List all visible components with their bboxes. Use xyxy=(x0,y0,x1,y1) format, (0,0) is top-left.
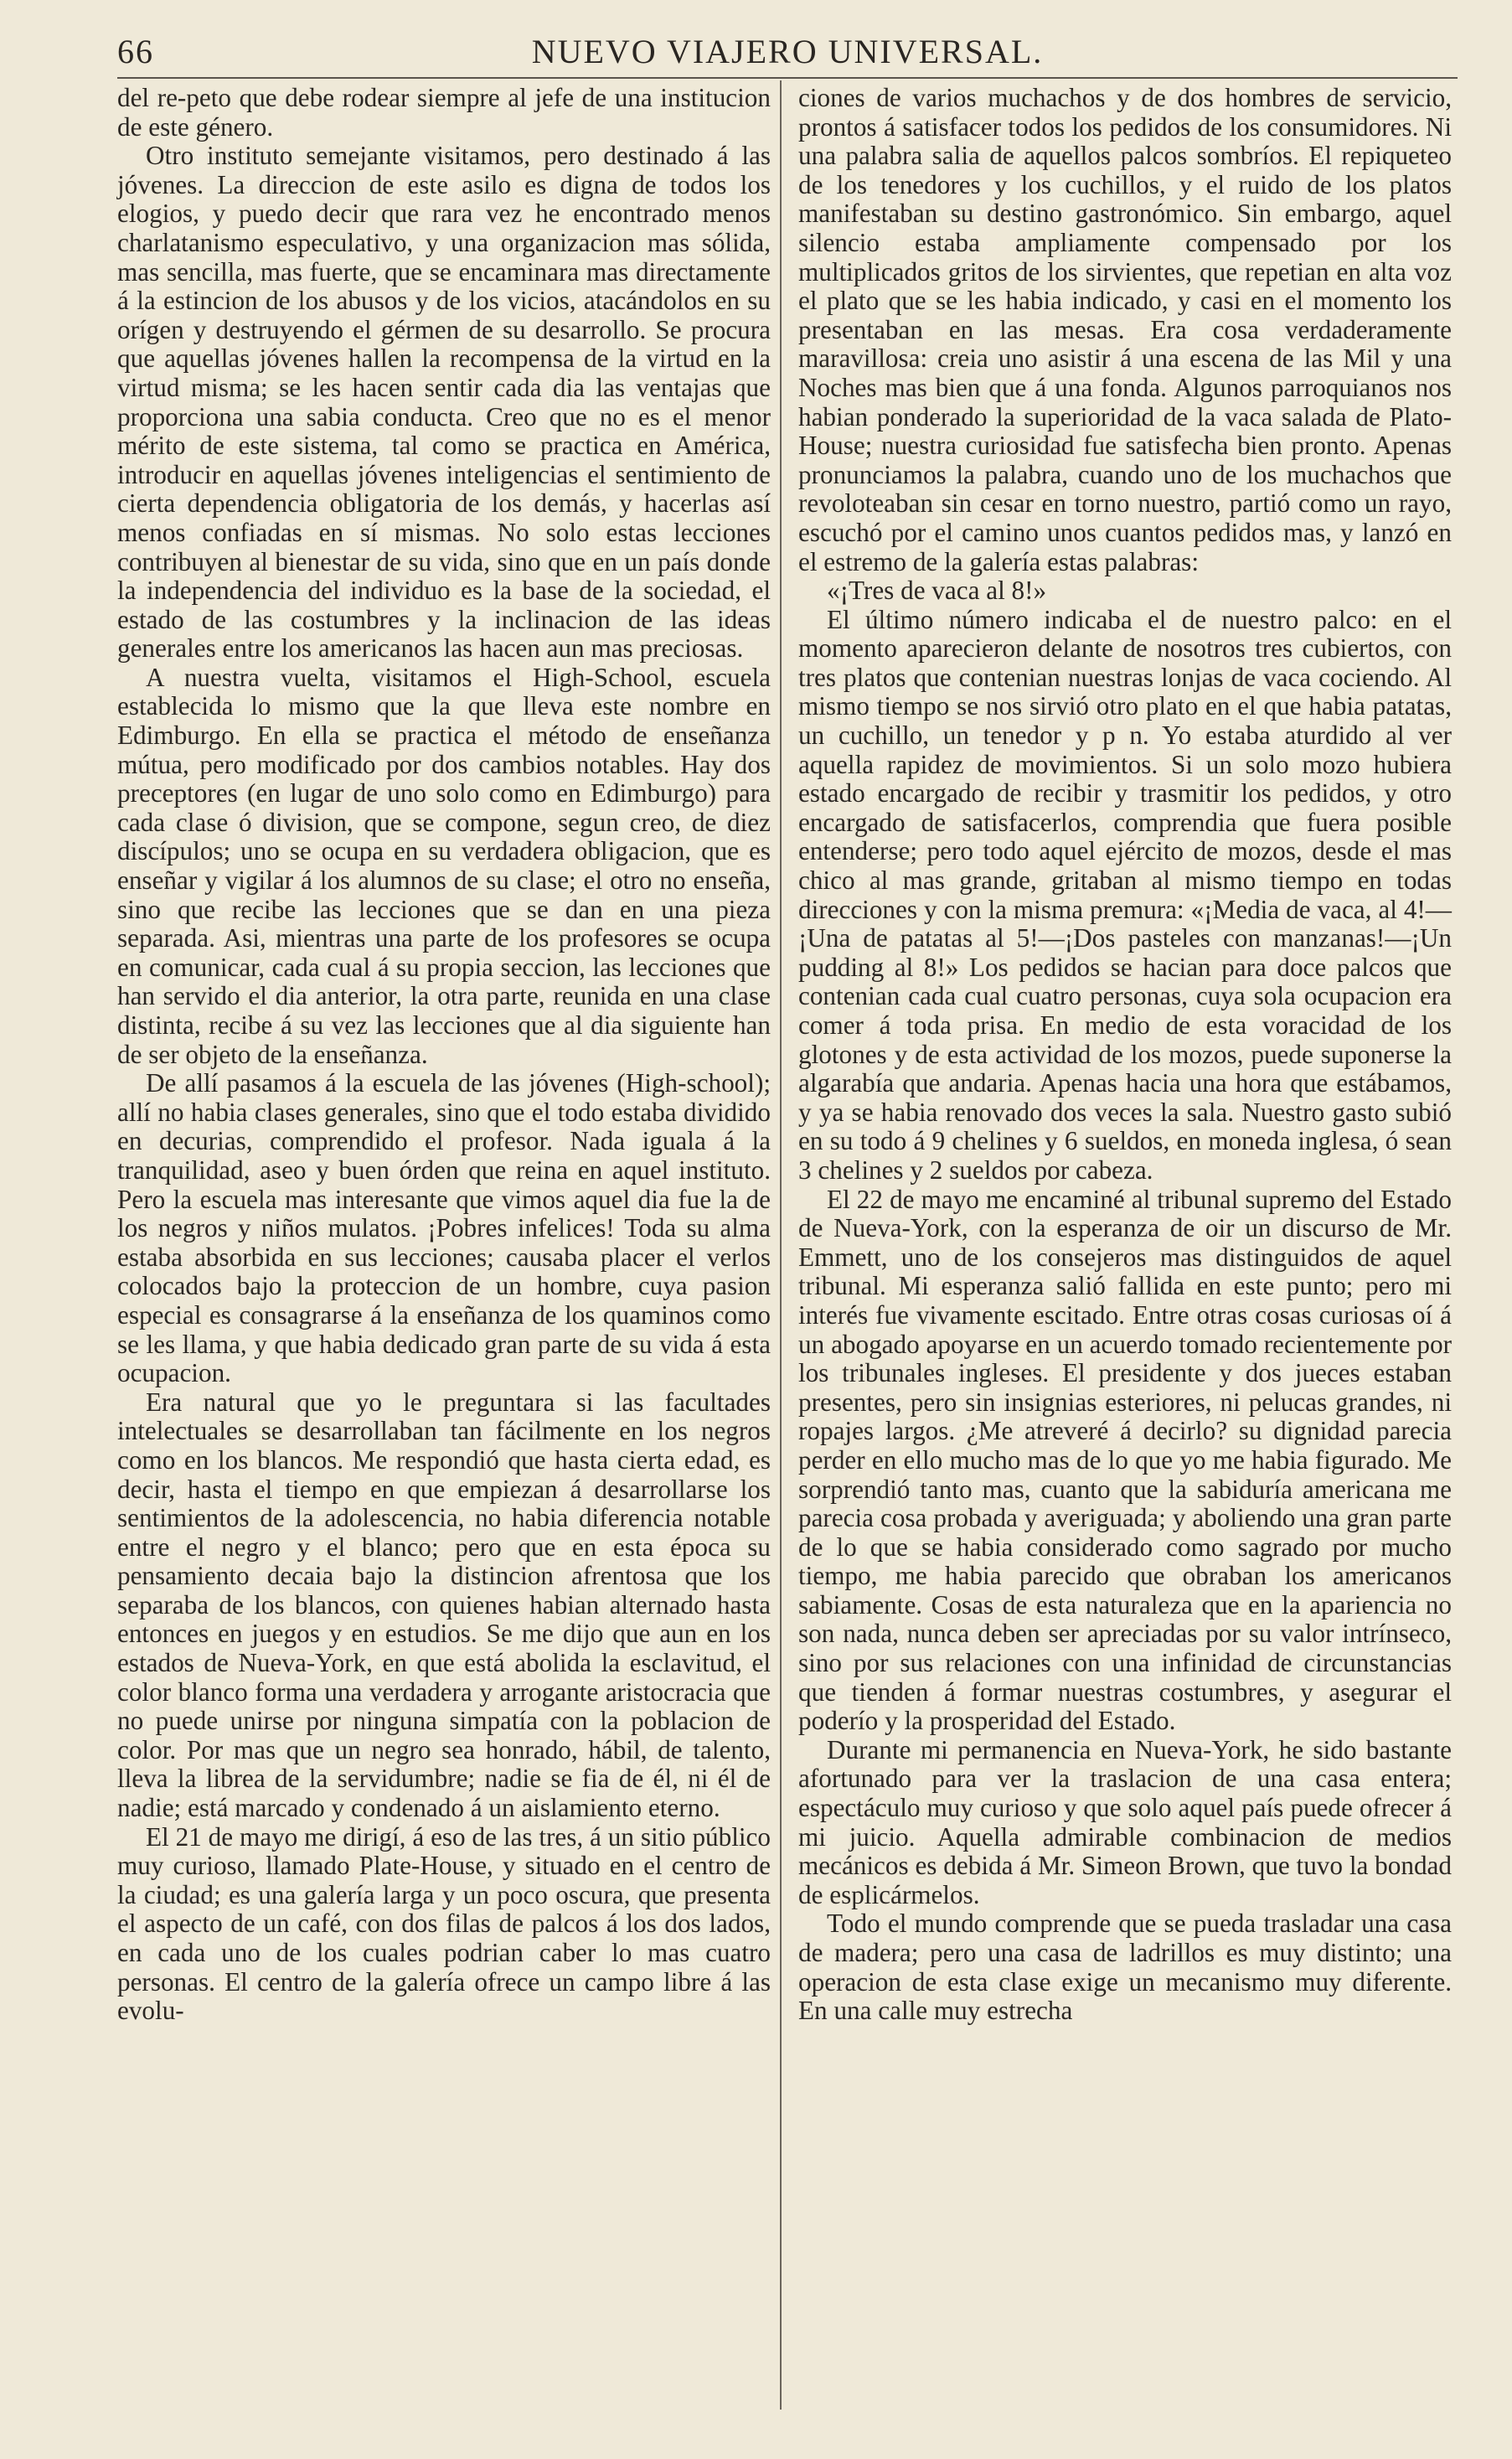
paragraph: ciones de varios muchachos y de dos hombres de servicio, prontos á satisfacer todos los pedidos de los consumidores. Ni una palabra salia de aquellos palcos sombríos. El repiqueteo de los tenedores y los cuchillos, y el ruido de los platos manifestaban su destino gastronómico. Sin embargo, aquel silencio estaba ampliamente compensado por los multiplicados gritos de los sirvientes, que repetian en alta voz el plato que se les habia indicado, y casi en el momento los presentaban en las mesas. Era cosa verdaderamente maravillosa: creia uno asistir á una escena de las Mil y una Noches mas bien que á una fonda. Algunos parroquianos nos habian ponderado la superioridad de la vaca salada de Plato-House; nuestra curiosidad fue satisfecha bien pronto. Apenas pronunciamos la palabra, cuando uno de los muchachos que revoloteaban sin cesar en torno nuestro, partió como un rayo, escuchó por el camino unos cuantos pedidos mas, y lanzó en el estremo de la galería estas palabras: xyxy=(798,83,1452,576)
paragraph: De allí pasamos á la escuela de las jóvenes (High-school); allí no habia clases generales, sino que el todo estaba dividido en decurias, comprendido el profesor. Nada iguala á la tranquilidad, aseo y buen órden que reina en aquel instituto. Pero la escuela mas interesante que vimos aquel dia fue la de los negros y niños mulatos. ¡Pobres infelices! Toda su alma estaba absorbida en sus lecciones; causaba placer el verlos colocados bajo la proteccion de un hombre, cuya pasion especial es consagrarse á la enseñanza de los quaminos como se les llama, y que habia dedicado gran parte de su vida á esta ocupacion. xyxy=(117,1068,771,1388)
paragraph: «¡Tres de vaca al 8!» xyxy=(827,576,1047,606)
paragraph: Durante mi permanencia en Nueva-York, he sido bastante afortunado para ver la traslacion de una casa entera; espectáculo muy curioso y que solo aquel país puede ofrecer á mi juicio. Aquella admirable combinacion de medios mecánicos es debida á Mr. Simeon Brown, que tuvo la bondad de esplicármelos. xyxy=(798,1734,1452,1909)
paragraph: Todo el mundo comprende que se pueda trasladar una casa de madera; pero una casa de ladrillos es muy distinto; una operacion de esta clase exige un mecanismo muy diferente. En una calle muy estrecha xyxy=(798,1909,1452,2026)
paragraph: A nuestra vuelta, visitamos el High-School, escuela establecida lo mismo que la que lleva este nombre en Edimburgo. En ella se practica el método de enseñanza mútua, pero modificado por dos cambios notables. Hay dos preceptores (en lugar de uno solo como en Edimburgo) para cada clase ó division, que se compone, segun creo, de diez discípulos; uno se ocupa en su verdadera obligacion, que es enseñar y vigilar á los alumnos de su clase; el otro no enseña, sino que recibe las lecciones que se dan en una pieza separada. Asi, mientras una parte de los profesores se ocupa en comunicar, cada cual á su propia seccion, las lecciones que han servido el dia anterior, la otra parte, reunida en una clase distinta, recibe á su vez las lecciones que al dia siguiente han de ser objeto de la enseñanza. xyxy=(117,662,771,1069)
paragraph: El 21 de mayo me dirigí, á eso de las tres, á un sitio público muy curioso, llamado Plate-House, y situado en el centro de la ciudad; es una galería larga y un poco oscura, que presenta el aspecto de un café, con dos filas de palcos á los dos lados, en cada uno de los cuales podrian caber lo mas cuatro personas. El centro de la galería ofrece un campo libre á las evolu- xyxy=(117,1821,771,2026)
column-divider xyxy=(780,80,782,2410)
paragraph: El 22 de mayo me encaminé al tribunal supremo del Estado de Nueva-York, con la esperanza de oir un discurso de Mr. Emmett, uno de los consejeros mas distinguidos de aquel tribunal. Mi esperanza salió fallida en este punto; pero mi interés fue vivamente escitado. Entre otras cosas curiosas oí á un abogado apoyarse en un acuerdo tomado recientemente por los tribunales ingleses. El presidente y dos jueces estaban presentes, pero sin insignias esteriores, ni pelucas grandes, ni ropajes largos. ¿Me atreveré á decirlo? su dignidad parecia perder en ello mucho mas de lo que yo me habia figurado. Me sorprendió tanto mas, cuanto que la sabiduría americana me parecia cosa probada y averiguada; y aboliendo una gran parte de lo que se habia considerado como sagrado por mucho tiempo, me habia parecido que obraban los americanos sabiamente. Cosas de esta naturaleza que en la apariencia no son nada, nunca deben ser apreciadas por su valor intrínseco, sino por sus relaciones con una infinidad de circunstancias que tienden á formar nuestras costumbres, y asegurar el poderío y la prosperidad del Estado. xyxy=(798,1184,1452,1736)
header-rule xyxy=(117,77,1458,79)
paragraph: del re-peto que debe rodear siempre al jefe de una institucion de este género. xyxy=(117,83,771,142)
page-number: 66 xyxy=(117,33,154,70)
paragraph: Otro instituto semejante visitamos, pero destinado á las jóvenes. La direccion de este asilo es digna de todos los elogios, y puedo decir que rara vez he encontrado menos charlatanismo especulativo, y una organizacion mas sólida, mas sencilla, mas fuerte, que se encaminara mas directamente á la estincion de los abusos y de los vicios, atacándolos en su orígen y destruyendo el gérmen de su desarrollo. Se procura que aquellas jóvenes hallen la recompensa de la virtud en la virtud misma; se les hacen sentir cada dia las ventajas que proporciona una sabia conducta. Creo que no es el menor mérito de este sistema, tal como se practica en América, introducir en aquellas jóvenes inteligencias el sentimiento de cierta dependencia obligatoria de los demás, y hacerlas así menos confiadas en sí mismas. No solo estas lecciones contribuyen al bienestar de su vida, sino que en un país donde la independencia del individuo es la base de la sociedad, el estado de las costumbres y la inclinacion de las ideas generales entre los americanos las hacen aun mas preciosas. xyxy=(117,141,771,664)
running-title: NUEVO VIAJERO UNIVERSAL. xyxy=(531,33,1044,70)
paragraph: Era natural que yo le preguntara si las facultades intelectuales se desarrollaban tan fácilmente en los negros como en los blancos. Me respondió que hasta cierta edad, es decir, hasta el tiempo en que empiezan á desarrollarse los sentimientos de la adolescencia, no habia diferencia notable entre el negro y el blanco; pero que en esta época su pensamiento decaia bajo la distincion afrentosa que los separaba de los blancos, con quienes habian alternado hasta entonces en juegos y en estudios. Se me dijo que aun en los estados de Nueva-York, en que está abolida la esclavitud, el color blanco forma una verdadera y arrogante aristocracia que no puede unirse por ninguna simpatía con la poblacion de color. Por mas que un negro sea honrado, hábil, de talento, lleva la librea de la servidumbre; nadie se fia de él, ni él de nadie; está marcado y condenado á un aislamiento eterno. xyxy=(117,1387,771,1823)
paragraph: El último número indicaba el de nuestro palco: en el momento aparecieron delante de nosotros tres cubiertos, con tres platos que contenian nuestras lonjas de vaca cociendo. Al mismo tiempo se nos sirvió otro plato en el que habia patatas, un cuchillo, un tenedor y p n. Yo estaba aturdido al ver aquella rapidez de movimientos. Si un solo mozo hubiera estado encargado de recibir y trasmitir los pedidos, y otro encargado de satisfacerlos, comprendia que fuera posible entenderse; pero todo aquel ejército de mozos, desde el mas chico al mas grande, gritaban al mismo tiempo en todas direcciones y con la misma premura: «¡Media de vaca, al 4!—¡Una de patatas al 5!—¡Dos pasteles con manzanas!—¡Un pudding al 8!» Los pedidos se hacian para doce palcos que contenian cada cual cuatro personas, cuya sola ocupacion era comer á toda prisa. En medio de esta voracidad de los glotones y de esta actividad de los mozos, puede suponerse la algarabía que andaria. Apenas hacia una hora que estábamos, y ya se habia renovado dos veces la sala. Nuestro gasto subió en su todo á 9 chelines y 6 sueldos, en moneda inglesa, ó sean 3 chelines y 2 sueldos por cabeza. xyxy=(798,604,1452,1185)
page-header xyxy=(117,32,1458,75)
right-column xyxy=(798,84,1452,2026)
left-column xyxy=(117,84,771,2026)
